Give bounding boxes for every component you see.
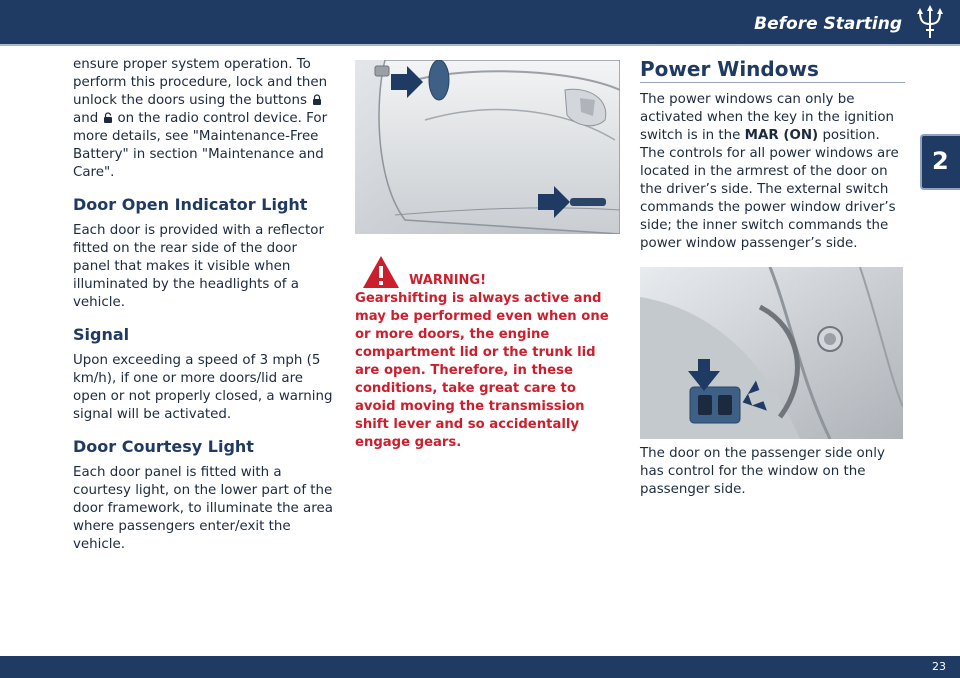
intro-text-a: ensure proper system operation. To perform this procedure, lock and then unlock the doors using the buttons — [73, 57, 328, 108]
section-text-door-courtesy-light: Each door panel is fitted with a courtesy light, on the lower part of the door framework, to illuminate the area where passengers enter/exit the vehicle. — [73, 465, 333, 552]
door-panel-illustration — [355, 60, 620, 234]
power-windows-text-a: The power windows can only be activated when the key in the ignition switch is in the — [640, 92, 895, 143]
middle-column — [355, 60, 620, 452]
power-windows-paragraph — [640, 91, 905, 253]
intro-paragraph — [73, 56, 338, 182]
left-column — [73, 56, 338, 554]
section-title-signal: Signal — [73, 325, 130, 344]
intro-text-b: on the radio control device. For more details, see "Maintenance-Free Battery" in section "Maintenance and Care". — [73, 111, 328, 180]
warning-block — [355, 264, 620, 452]
page-number: 23 — [932, 660, 946, 673]
power-windows-text-b: position. The controls for all power windows are located in the armrest of the door on the driver’s side. The external switch commands the power window driver’s side; the inner switch commands the power window passenger’s side. — [640, 128, 899, 251]
trident-logo-icon — [914, 4, 946, 40]
unlock-icon — [103, 112, 113, 123]
lock-icon — [312, 94, 322, 105]
warning-text: Gearshifting is always active and may be performed even when one or more doors, the engine compartment lid or the trunk lid are open. Therefore, in these conditions, take great care to avoid moving the transmission shift lever and so accidentally engage gears. — [355, 291, 609, 450]
chapter-tab — [920, 134, 960, 190]
section-text-door-open-indicator: Each door is provided with a reflector fitted on the rear side of the door panel that makes it visible when illuminated by the headlights of a vehicle. — [73, 223, 324, 310]
right-column — [640, 57, 905, 499]
chapter-number: 2 — [932, 147, 949, 175]
warning-header — [355, 264, 620, 290]
section-text-signal: Upon exceeding a speed of 3 mph (5 km/h), if one or more doors/lid are open or not properly closed, a warning signal will be activated. — [73, 353, 333, 422]
page-footer — [0, 656, 960, 678]
header-title: Before Starting — [754, 14, 902, 34]
passenger-side-paragraph: The door on the passenger side only has control for the window on the passenger side. — [640, 446, 885, 497]
intro-text-and: and — [73, 111, 99, 126]
section-title-door-open-indicator: Door Open Indicator Light — [73, 195, 308, 214]
section-title-power-windows: Power Windows — [640, 60, 905, 83]
warning-title: WARNING! — [409, 273, 487, 288]
armrest-switch-illustration — [640, 267, 903, 439]
ignition-position-label: MAR (ON) — [744, 128, 819, 143]
page-header — [0, 0, 960, 46]
section-title-door-courtesy-light: Door Courtesy Light — [73, 437, 254, 456]
warning-triangle-icon — [361, 254, 401, 290]
